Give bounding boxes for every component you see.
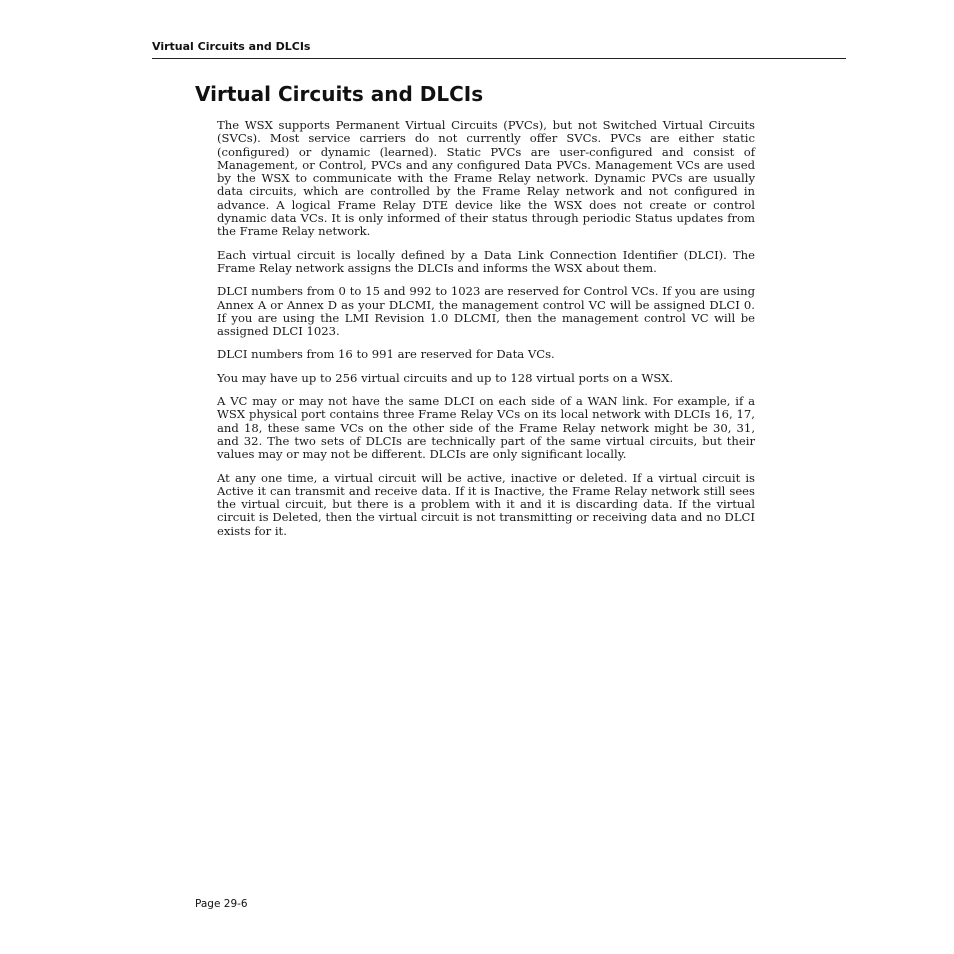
paragraph-circuit-limits: You may have up to 256 virtual circuits and up to 128 virtual ports on a WSX. bbox=[217, 370, 674, 385]
paragraph-circuit-states: At any one time, a virtual circuit will be active, inactive or deleted. If a virtual circuit is Active it can transmit and receive data. If it is Inactive, the Frame Relay network still sees the virtual circuit, but there is a problem with it and it is discarding data. If the virtual circuit is Deleted, then the virtual circuit is not transmitting or receiving data and no DLCI exists for it. bbox=[217, 470, 755, 538]
paragraph-pvc-overview: The WSX supports Permanent Virtual Circuits (PVCs), but not Switched Virtual Circuits (SVCs). Most service carriers do not currently offer SVCs. PVCs are either static (configured) or dynamic (learned). Static PVCs are user-configured and consist of Management, or Control, PVCs and any configured Data PVCs. Management VCs are used by the WSX to communicate with the Frame Relay network. Dynamic PVCs are usually data circuits, which are controlled by the Frame Relay network and not configured in advance. A logical Frame Relay DTE device like the WSX does not create or control dynamic data VCs. It is only informed of their status through periodic Status updates from the Frame Relay network. bbox=[217, 118, 755, 239]
page-number: Page 29-6 bbox=[195, 898, 248, 910]
running-header: Virtual Circuits and DLCIs bbox=[152, 40, 311, 53]
header-rule bbox=[152, 58, 846, 59]
paragraph-dlci-definition: Each virtual circuit is locally defined by a Data Link Connection Identifier (DLCI). The Frame Relay network assigns the DLCIs and informs the WSX about them. bbox=[217, 247, 755, 275]
paragraph-dlci-local-significance: A VC may or may not have the same DLCI on each side of a WAN link. For example, if a WSX physical port contains three Frame Relay VCs on its local network with DLCIs 16, 17, and 18, these same VCs on the other side of the Frame Relay network might be 30, 31, and 32. The two sets of DLCIs are technically part of the same virtual circuits, but their values may or may not be different. DLCIs are only significant locally. bbox=[217, 394, 755, 462]
body-text bbox=[217, 119, 755, 548]
paragraph-control-dlcis: DLCI numbers from 0 to 15 and 992 to 1023 are reserved for Control VCs. If you are using Annex A or Annex D as your DLCMI, the management control VC will be assigned DLCI 0. If you are using the LMI Revision 1.0 DLCMI, then the management control VC will be assigned DLCI 1023. bbox=[217, 284, 755, 339]
paragraph-data-dlcis: DLCI numbers from 16 to 991 are reserved for Data VCs. bbox=[217, 347, 555, 362]
section-title: Virtual Circuits and DLCIs bbox=[195, 82, 484, 106]
